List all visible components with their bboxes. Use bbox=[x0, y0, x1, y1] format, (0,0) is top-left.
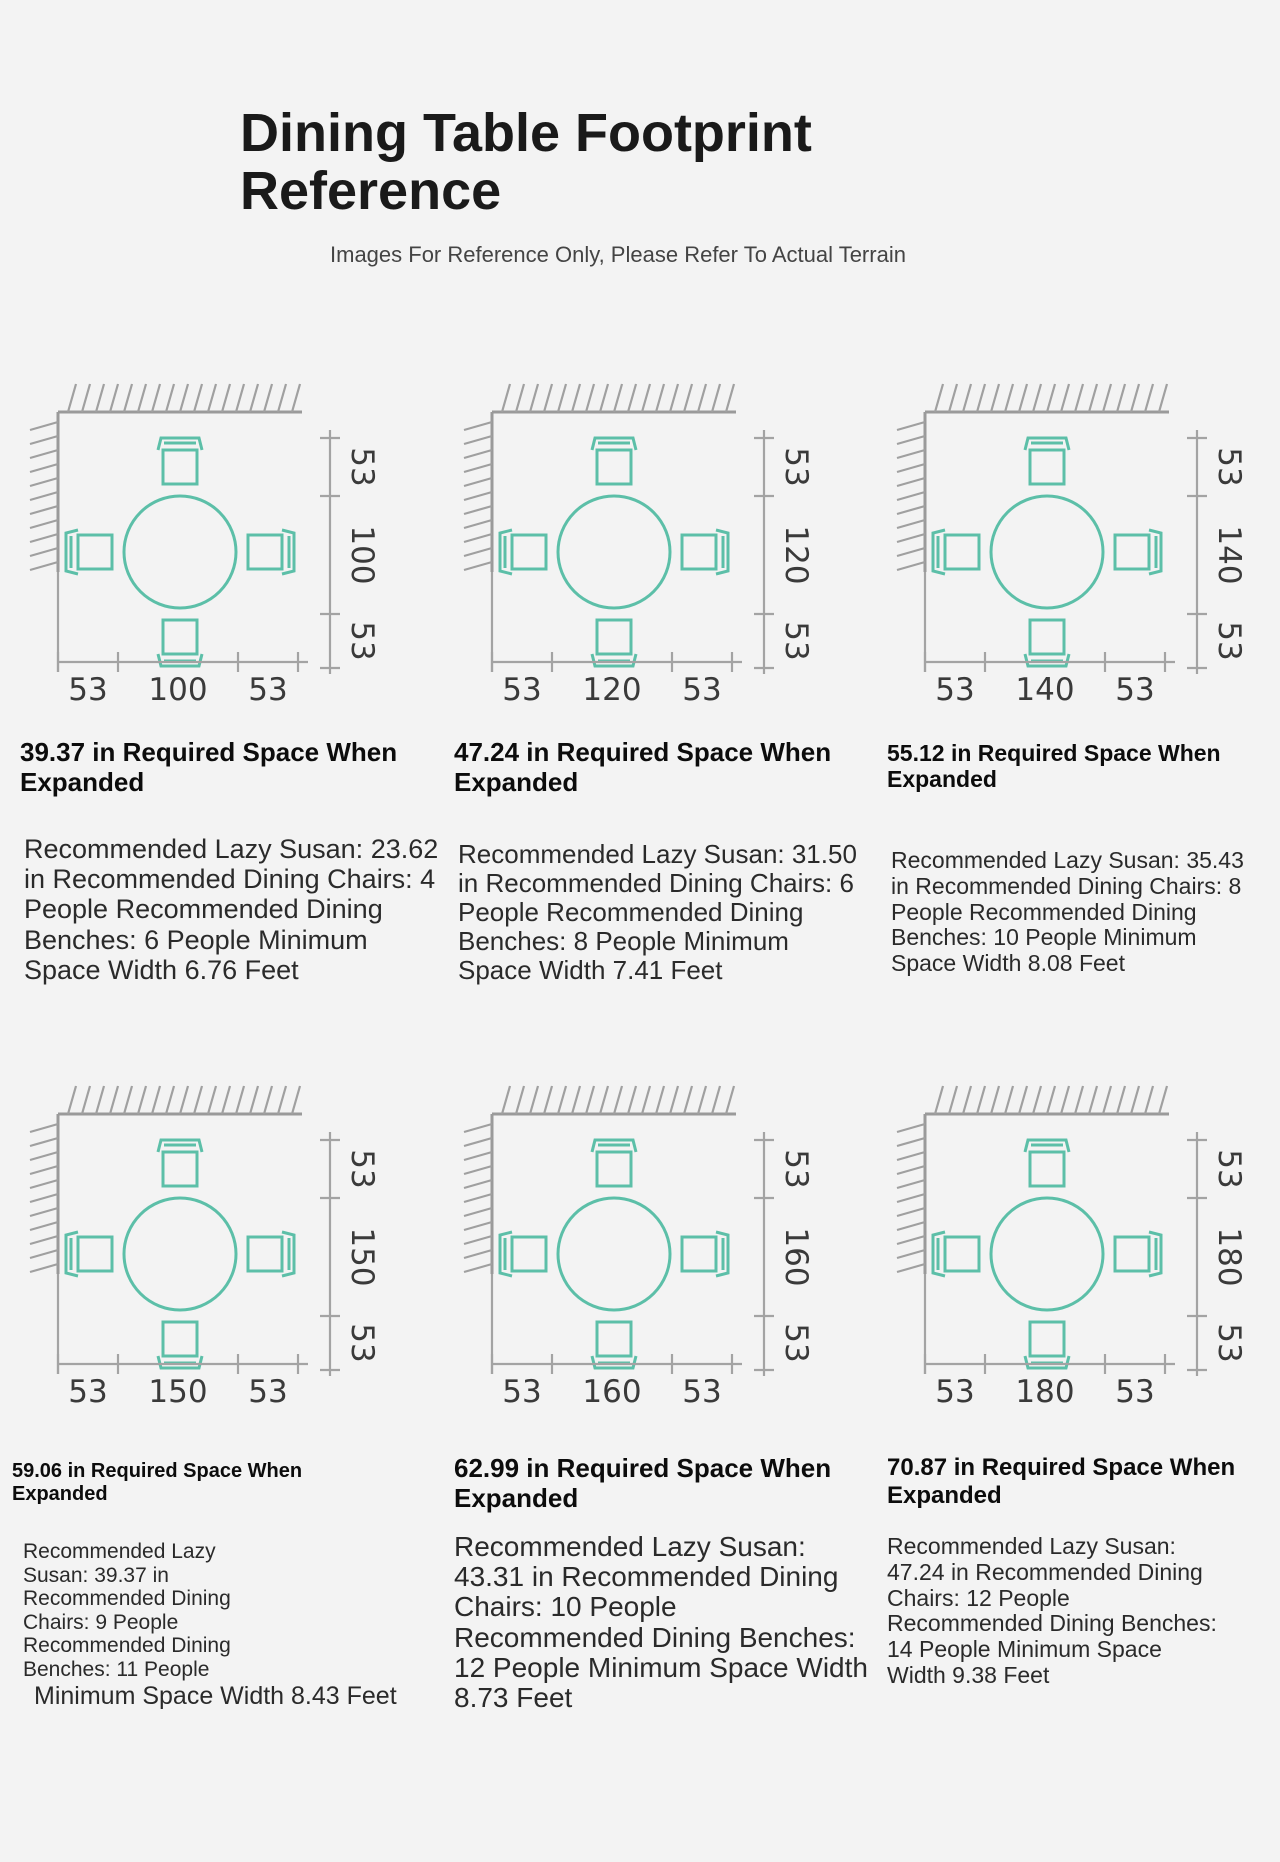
table-description: Recommended Lazy Susan: 31.50 in Recommended Dining Chairs: 6 People Recommended Dining Benches: 8 People Minimum Space Width 7.41 Feet bbox=[458, 839, 857, 986]
chair-icon bbox=[682, 530, 728, 574]
minimum-space-width: Minimum Space Width 8.43 Feet bbox=[34, 1682, 397, 1710]
diameter-label: 140 bbox=[1211, 525, 1247, 585]
footprint-drawing bbox=[30, 384, 380, 708]
table-card-6 bbox=[875, 1092, 1280, 1732]
chair-depth-label: 53 bbox=[68, 672, 108, 708]
chair-depth-label: 53 bbox=[248, 672, 288, 708]
diameter-label: 100 bbox=[148, 672, 208, 708]
depth-dimension bbox=[320, 1132, 380, 1376]
page-title: Dining Table Footprint Reference bbox=[240, 103, 812, 221]
chair-icon bbox=[1115, 1232, 1161, 1276]
chair-icon bbox=[158, 1322, 202, 1368]
chair-icon bbox=[158, 1140, 202, 1186]
width-dimension bbox=[925, 1274, 1175, 1410]
depth-dimension bbox=[320, 430, 380, 674]
required-space-heading: 59.06 in Required Space When Expanded bbox=[12, 1460, 303, 1505]
table-diagram bbox=[875, 390, 1280, 720]
chair-icon bbox=[592, 620, 636, 666]
diameter-label: 160 bbox=[778, 1227, 814, 1287]
chair-depth-label: 53 bbox=[935, 672, 975, 708]
chair-icon bbox=[158, 438, 202, 484]
chair-icon bbox=[1025, 1140, 1069, 1186]
table-diagram bbox=[875, 1092, 1280, 1422]
depth-dimension bbox=[754, 430, 814, 674]
diameter-label: 140 bbox=[1015, 672, 1075, 708]
width-dimension bbox=[58, 572, 308, 708]
required-space-heading: 70.87 in Required Space When Expanded bbox=[887, 1454, 1236, 1509]
table-card-2 bbox=[442, 390, 872, 1030]
required-space-heading: 39.37 in Required Space When Expanded bbox=[20, 737, 398, 797]
table-diagram bbox=[442, 390, 872, 720]
depth-dimension bbox=[1187, 1132, 1247, 1376]
chair-icon bbox=[1025, 1322, 1069, 1368]
width-dimension bbox=[925, 572, 1175, 708]
required-space-heading: 47.24 in Required Space When Expanded bbox=[454, 737, 832, 797]
width-dimension bbox=[492, 572, 742, 708]
page-subtitle: Images For Reference Only, Please Refer To Actual Terrain bbox=[330, 242, 906, 267]
table-card-1 bbox=[8, 390, 438, 1030]
diameter-label: 100 bbox=[344, 525, 380, 585]
chair-depth-label: 53 bbox=[1115, 1374, 1155, 1410]
required-space-heading: 55.12 in Required Space When Expanded bbox=[887, 740, 1221, 793]
chair-depth-label: 53 bbox=[1115, 672, 1155, 708]
chair-depth-label: 53 bbox=[502, 1374, 542, 1410]
chair-icon bbox=[592, 438, 636, 484]
chair-depth-label: 53 bbox=[682, 1374, 722, 1410]
width-dimension bbox=[492, 1274, 742, 1410]
chair-depth-label: 53 bbox=[778, 1323, 814, 1363]
table-diagram bbox=[8, 1092, 438, 1422]
chair-depth-label: 53 bbox=[1211, 447, 1247, 487]
chair-icon bbox=[500, 1232, 546, 1276]
chair-depth-label: 53 bbox=[344, 1323, 380, 1363]
chair-icon bbox=[592, 1322, 636, 1368]
table-description: Recommended Lazy Susan: 43.31 in Recommended Dining Chairs: 10 People Recommended Dining Benches: 12 People Minimum Space Width 8.73 Feet bbox=[454, 1531, 868, 1714]
footprint-drawing bbox=[464, 384, 814, 708]
chair-icon bbox=[248, 530, 294, 574]
chair-depth-label: 53 bbox=[935, 1374, 975, 1410]
table-card-4 bbox=[8, 1092, 438, 1732]
diameter-label: 150 bbox=[148, 1374, 208, 1410]
diameter-label: 160 bbox=[582, 1374, 642, 1410]
chair-depth-label: 53 bbox=[344, 1149, 380, 1189]
chair-depth-label: 53 bbox=[344, 447, 380, 487]
table-description: Recommended Lazy Susan: 23.62 in Recommended Dining Chairs: 4 People Recommended Dining Benches: 6 People Minimum Space Width 6.76 Feet bbox=[24, 834, 439, 985]
chair-depth-label: 53 bbox=[68, 1374, 108, 1410]
round-table-icon bbox=[991, 1198, 1103, 1310]
chair-depth-label: 53 bbox=[1211, 621, 1247, 661]
chair-depth-label: 53 bbox=[778, 621, 814, 661]
width-dimension bbox=[58, 1274, 308, 1410]
diameter-label: 120 bbox=[582, 672, 642, 708]
chair-depth-label: 53 bbox=[502, 672, 542, 708]
chair-icon bbox=[1115, 530, 1161, 574]
chair-depth-label: 53 bbox=[778, 447, 814, 487]
round-table-icon bbox=[558, 1198, 670, 1310]
footprint-drawing bbox=[464, 1086, 814, 1410]
table-description: Recommended Lazy Susan: 39.37 in Recommended Dining Chairs: 9 People Recommended Dining Benches: 11 People bbox=[23, 1540, 231, 1681]
chair-icon bbox=[1025, 620, 1069, 666]
chair-icon bbox=[1025, 438, 1069, 484]
table-card-5 bbox=[442, 1092, 872, 1732]
footprint-drawing bbox=[897, 384, 1247, 708]
footprint-drawing bbox=[30, 1086, 380, 1410]
table-card-3 bbox=[875, 390, 1280, 1030]
table-description: Recommended Lazy Susan: 47.24 in Recommended Dining Chairs: 12 People Recommended Dining Benches: 14 People Minimum Space Width 9.38 Feet bbox=[887, 1533, 1217, 1688]
round-table-icon bbox=[124, 496, 236, 608]
diameter-label: 120 bbox=[778, 525, 814, 585]
round-table-icon bbox=[124, 1198, 236, 1310]
chair-depth-label: 53 bbox=[682, 672, 722, 708]
chair-depth-label: 53 bbox=[778, 1149, 814, 1189]
chair-icon bbox=[933, 1232, 979, 1276]
chair-icon bbox=[592, 1140, 636, 1186]
footprint-drawing bbox=[897, 1086, 1247, 1410]
required-space-heading: 62.99 in Required Space When Expanded bbox=[454, 1453, 832, 1513]
table-diagram bbox=[8, 390, 438, 720]
chair-icon bbox=[682, 1232, 728, 1276]
chair-depth-label: 53 bbox=[1211, 1323, 1247, 1363]
chair-depth-label: 53 bbox=[248, 1374, 288, 1410]
round-table-icon bbox=[558, 496, 670, 608]
diameter-label: 150 bbox=[344, 1227, 380, 1287]
table-description: Recommended Lazy Susan: 35.43 in Recommended Dining Chairs: 8 People Recommended Dining Benches: 10 People Minimum Space Width 8.08 Feet bbox=[891, 847, 1244, 976]
table-diagram bbox=[442, 1092, 872, 1422]
chair-depth-label: 53 bbox=[1211, 1149, 1247, 1189]
diameter-label: 180 bbox=[1015, 1374, 1075, 1410]
chair-icon bbox=[66, 1232, 112, 1276]
chair-icon bbox=[66, 530, 112, 574]
diameter-label: 180 bbox=[1211, 1227, 1247, 1287]
chair-icon bbox=[500, 530, 546, 574]
round-table-icon bbox=[991, 496, 1103, 608]
chair-icon bbox=[248, 1232, 294, 1276]
chair-icon bbox=[933, 530, 979, 574]
depth-dimension bbox=[1187, 430, 1247, 674]
depth-dimension bbox=[754, 1132, 814, 1376]
chair-icon bbox=[158, 620, 202, 666]
chair-depth-label: 53 bbox=[344, 621, 380, 661]
